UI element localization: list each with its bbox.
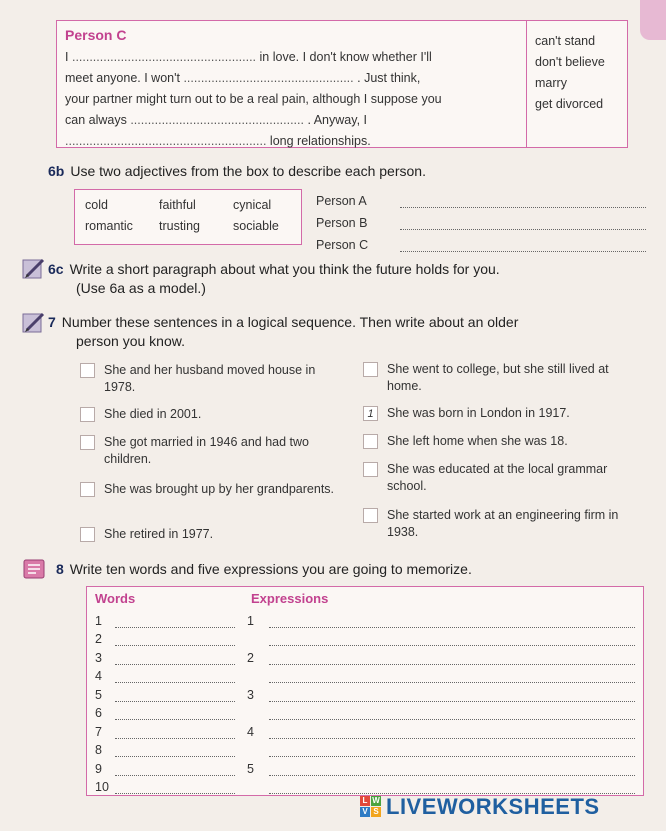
logo-mark-icon: L W V S (360, 796, 382, 818)
sentence-text: She was educated at the local grammar school. (387, 462, 608, 493)
sentence-item (363, 433, 633, 450)
word-answer[interactable] (115, 634, 235, 646)
word-answer[interactable] (115, 782, 235, 794)
word-answer[interactable] (115, 653, 235, 665)
adjective: faithful (159, 198, 196, 212)
row-number: 5 (247, 761, 254, 776)
expression-row (247, 609, 635, 628)
row-number: 4 (95, 669, 102, 683)
blank-1[interactable]: ..................................................... (71, 50, 257, 64)
exercise-instruction: Use two adjectives from the box to describe each person. (70, 163, 426, 179)
person-b-answer[interactable] (400, 216, 646, 230)
word-answer[interactable] (115, 727, 235, 739)
sentence-text: She got married in 1946 and had two children. (104, 435, 309, 466)
expression-row-cont (247, 776, 635, 795)
sequence-number-box[interactable] (363, 462, 378, 477)
page-corner-tab (640, 0, 666, 40)
liveworksheets-logo (360, 794, 600, 820)
row-number: 9 (95, 761, 102, 776)
person-a-row (316, 186, 646, 208)
logo-text: LIVEWORKSHEETS (386, 794, 600, 819)
word-row (95, 609, 235, 628)
row-number: 10 (95, 780, 109, 794)
expression-row (247, 757, 635, 776)
row-number: 1 (95, 613, 102, 628)
blank-2[interactable]: ................................................. (183, 71, 354, 85)
sequence-number-box[interactable]: 1 (363, 406, 378, 421)
row-number: 3 (95, 650, 102, 665)
person-a-answer[interactable] (400, 194, 646, 208)
word-row (95, 702, 235, 721)
expression-row (247, 683, 635, 702)
exercise-instruction: Number these sentences in a logical sequence. Then write about an older (61, 314, 519, 330)
person-label: Person B (316, 216, 368, 230)
sequence-number-box[interactable] (363, 508, 378, 523)
adjective: romantic (85, 218, 133, 233)
sequence-number-box[interactable] (80, 363, 95, 378)
notebook-icon (22, 557, 48, 581)
word-answer[interactable] (115, 745, 235, 757)
exercise-instruction: Write ten words and five expressions you are going to memorize. (69, 561, 472, 577)
expression-answer[interactable] (269, 708, 635, 720)
expression-row-cont (247, 628, 635, 647)
exercise-7-header (48, 313, 518, 351)
row-number: 2 (95, 632, 102, 646)
expression-answer[interactable] (269, 745, 635, 757)
adjective: cynical (233, 198, 272, 212)
row-number: 3 (247, 687, 254, 702)
person-c-box (56, 20, 628, 148)
sentence-item (363, 405, 633, 422)
word-row (95, 757, 235, 776)
words-heading: Words (95, 591, 136, 606)
sentence-text: She left home when she was 18. (387, 434, 568, 448)
person-b-row (316, 208, 646, 230)
pc-line5-end: long relationships. (269, 134, 371, 148)
person-label: Person A (316, 194, 367, 208)
word-row (95, 683, 235, 702)
pencil-icon (22, 258, 46, 280)
word-row (95, 646, 235, 665)
option-item: get divorced (535, 97, 604, 111)
row-number: 5 (95, 687, 102, 702)
sentence-text: She and her husband moved house in 1978. (104, 363, 316, 394)
adjective: sociable (233, 218, 279, 233)
person-c-text-area (57, 21, 527, 147)
option-item: don't believe (535, 55, 605, 69)
expression-answer[interactable] (269, 653, 635, 665)
word-answer[interactable] (115, 616, 235, 628)
sentence-text: She was brought up by her grandparents. (104, 482, 335, 496)
row-number: 8 (95, 743, 102, 757)
exercise-instruction-cont: person you know. (76, 333, 185, 349)
pc-line1-end: in love. I don't know whether I'll (259, 50, 432, 64)
person-c-title: Person C (65, 27, 127, 43)
adjective: cold (85, 198, 108, 212)
expression-answer[interactable] (269, 671, 635, 683)
pc-line1-start: I (65, 50, 69, 64)
expression-answer[interactable] (269, 782, 635, 794)
persons-list (316, 186, 646, 252)
sentence-item (80, 526, 340, 543)
row-number: 1 (247, 613, 254, 628)
exercise-instruction: Write a short paragraph about what you think the future holds for you. (69, 261, 500, 277)
expression-row-cont (247, 739, 635, 758)
word-row (95, 776, 235, 795)
word-answer[interactable] (115, 764, 235, 776)
sentence-text: She went to college, but she still lived at home. (387, 362, 609, 393)
exercise-number: 6b (48, 163, 65, 179)
expression-answer[interactable] (269, 634, 635, 646)
pencil-icon (22, 312, 46, 334)
sentence-text: She was born in London in 1917. (387, 406, 570, 420)
exercise-8-header (56, 560, 472, 579)
pc-line2-end: . Just think, (357, 71, 421, 85)
option-item: marry (535, 76, 567, 90)
word-row (95, 628, 235, 647)
expression-answer[interactable] (269, 764, 635, 776)
exercise-6c-header (48, 260, 500, 298)
sequence-number-box[interactable] (363, 434, 378, 449)
exercise-number: 7 (48, 314, 56, 330)
expression-answer[interactable] (269, 690, 635, 702)
row-number: 2 (247, 650, 254, 665)
sentence-item (80, 434, 340, 468)
sequence-number-box[interactable] (80, 527, 95, 542)
exercise-number: 8 (56, 561, 64, 577)
sequence-number-box[interactable] (80, 435, 95, 450)
row-number: 7 (95, 724, 102, 739)
word-answer[interactable] (115, 708, 235, 720)
sentence-text: She started work at an engineering firm in 1938. (387, 508, 619, 539)
person-label: Person C (316, 238, 369, 252)
sequence-number-box[interactable] (80, 407, 95, 422)
sentence-item (80, 362, 340, 396)
sentence-item (363, 507, 633, 541)
pc-line4-end: . Anyway, I (307, 113, 367, 127)
expression-row (247, 720, 635, 739)
sequence-number-box[interactable] (80, 482, 95, 497)
sentence-item (80, 481, 340, 498)
person-c-paragraph (65, 47, 518, 152)
expression-row-cont (247, 702, 635, 721)
word-answer[interactable] (115, 671, 235, 683)
expression-answer[interactable] (269, 727, 635, 739)
expressions-heading: Expressions (251, 591, 329, 606)
adjectives-box (74, 189, 302, 245)
person-c-row (316, 230, 646, 252)
row-number: 6 (95, 706, 102, 720)
sentence-text: She died in 2001. (104, 407, 202, 421)
word-row (95, 720, 235, 739)
pc-line2-start: meet anyone. I won't (65, 71, 180, 85)
sentence-text: She retired in 1977. (104, 527, 214, 541)
option-item: can't stand (535, 34, 596, 48)
exercise-6b-header (48, 162, 426, 181)
memorize-box (86, 586, 644, 796)
row-number: 4 (247, 724, 254, 739)
word-row (95, 739, 235, 758)
expression-row-cont (247, 665, 635, 684)
word-answer[interactable] (115, 690, 235, 702)
pc-line4-start: can always (65, 113, 127, 127)
sentence-item (80, 406, 340, 423)
exercise-number: 6c (48, 261, 64, 277)
sentence-item (363, 361, 633, 395)
expression-answer[interactable] (269, 616, 635, 628)
blank-3[interactable]: .................................................. (130, 113, 304, 127)
blank-4[interactable]: .......................................................... (65, 134, 267, 148)
expression-row (247, 646, 635, 665)
sequence-number-box[interactable] (363, 362, 378, 377)
adjective: trusting (159, 218, 200, 233)
exercise-instruction-note: (Use 6a as a model.) (76, 280, 206, 296)
person-c-answer[interactable] (400, 238, 646, 252)
sentence-item (363, 461, 633, 495)
person-c-options (527, 21, 627, 147)
pc-line3: your partner might turn out to be a real pain, although I suppose you (65, 92, 442, 106)
word-row (95, 665, 235, 684)
